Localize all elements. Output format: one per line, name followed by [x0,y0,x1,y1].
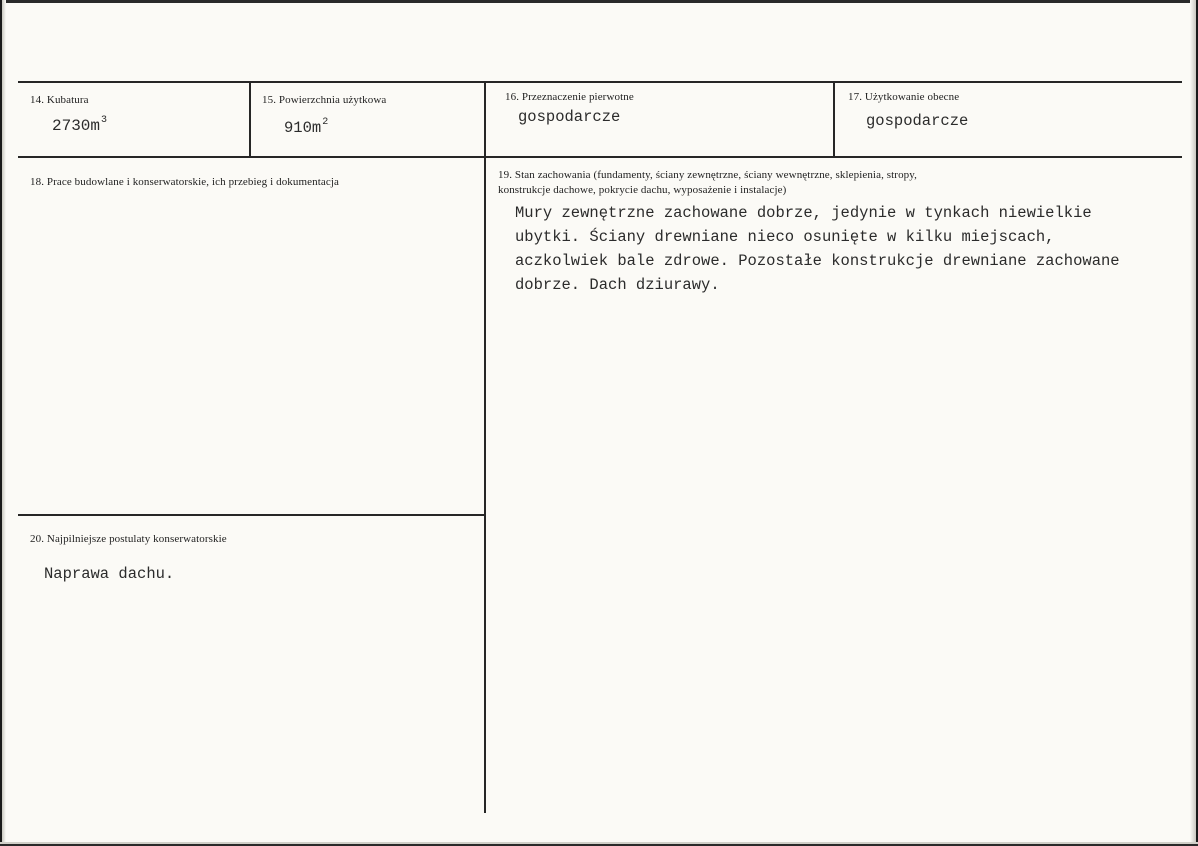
divider-16-17 [833,81,835,158]
stan-line-4: dobrze. Dach dziurawy. [515,276,720,294]
powierzchnia-label: 15. Powierzchnia użytkowa [262,94,387,106]
powierzchnia-value [284,117,328,137]
powierzchnia-number: 910m [284,119,322,137]
uzytkowanie-label: 17. Użytkowanie obecne [848,91,960,103]
rule-left-mid [18,514,485,516]
kubatura-label: 14. Kubatura [30,94,89,106]
postulaty-label: 20. Najpilniejsze postulaty konserwatorskie [30,533,227,545]
prace-label: 18. Prace budowlane i konserwatorskie, ich przebieg i dokumentacja [30,176,339,188]
card-edge-right [1190,0,1198,846]
stan-line-3: aczkolwiek bale zdrowe. Pozostałe konstrukcje drewniane zachowane [515,252,1120,270]
postulaty-value: Naprawa dachu. [44,565,175,583]
card-edge-bottom [0,842,1198,846]
card-edge-top [0,0,1198,3]
stan-label [498,168,917,198]
przeznaczenie-label: 16. Przeznaczenie pierwotne [505,91,634,103]
kubatura-value [52,115,107,135]
divider-15-16 [484,81,486,813]
kubatura-exponent: 3 [101,115,108,126]
divider-14-15 [249,81,251,158]
stan-line-1: Mury zewnętrzne zachowane dobrze, jedynie w tynkach niewielkie [515,204,1092,222]
stan-label-line1: 19. Stan zachowania (fundamenty, ściany zewnętrzne, ściany wewnętrzne, sklepienia, stropy, [498,169,918,181]
kubatura-number: 2730m [52,117,101,135]
stan-description [515,201,1120,297]
przeznaczenie-value: gospodarcze [518,108,621,126]
uzytkowanie-value: gospodarcze [866,112,969,130]
rule-top [18,81,1182,83]
stan-line-2: ubytki. Ściany drewniane nieco osunięte w kilku miejscach, [515,228,1055,246]
card-edge-left [0,0,6,846]
powierzchnia-exponent: 2 [322,117,329,128]
stan-label-line2: konstrukcje dachowe, pokrycie dachu, wyposażenie i instalacje) [498,184,787,196]
rule-row1 [18,156,1182,158]
